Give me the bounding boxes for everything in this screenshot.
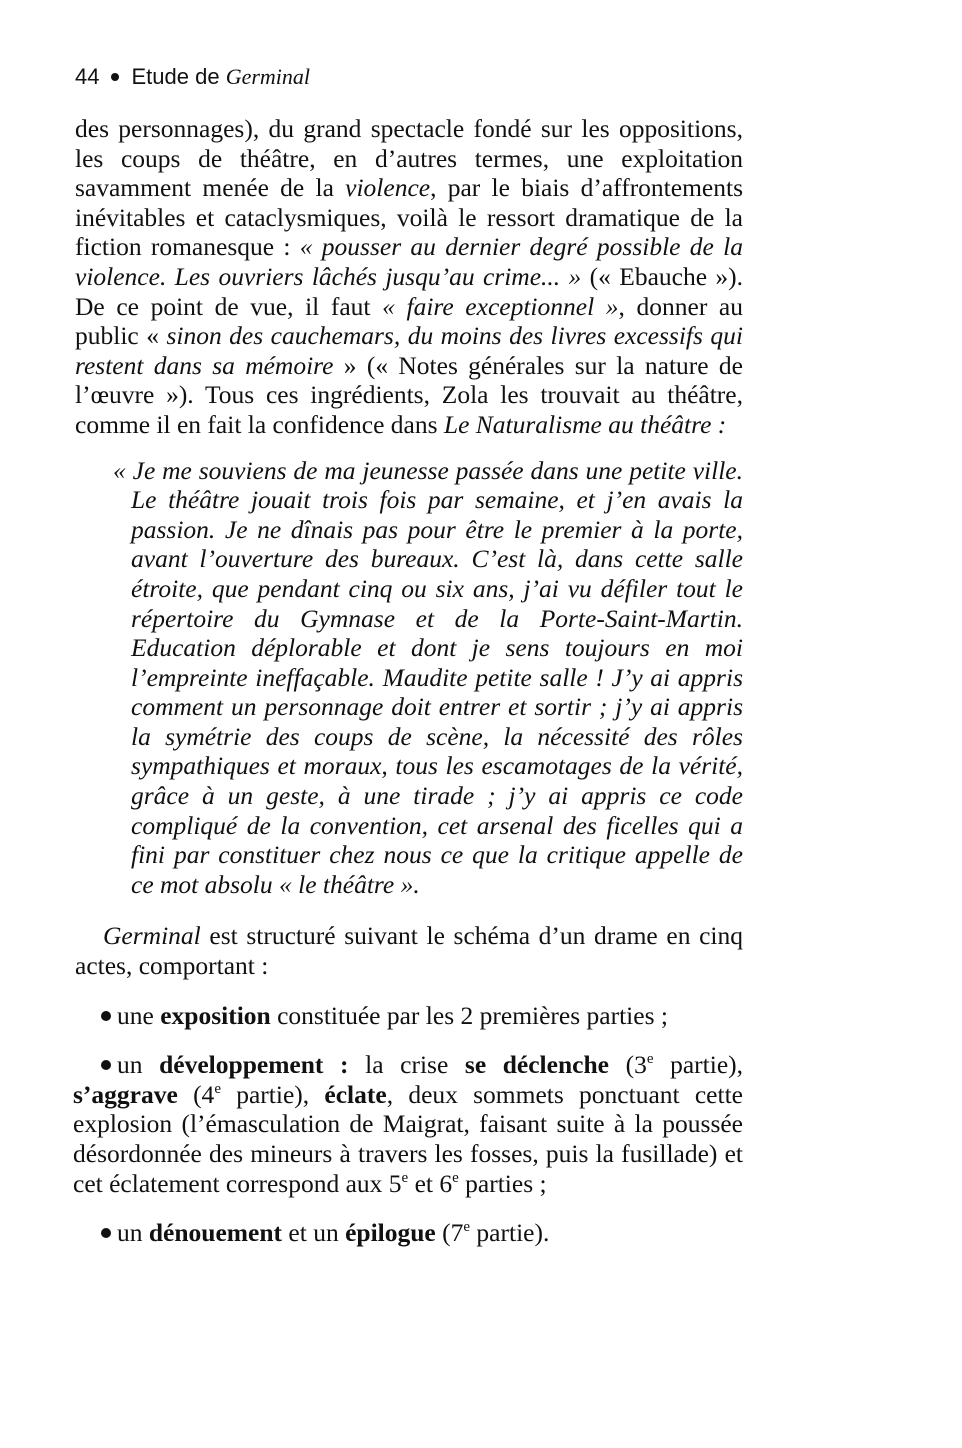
text-span: et 6 xyxy=(408,1168,453,1198)
text-span: est structuré suivant le schéma d’un drame en cinq actes, comportant : xyxy=(75,921,743,981)
text-span: (7 xyxy=(435,1218,464,1248)
text-span: (4 xyxy=(177,1079,215,1109)
bullet-item-exposition xyxy=(73,1001,743,1031)
paragraph-structure xyxy=(75,921,743,980)
text-span: la crise xyxy=(348,1050,465,1080)
bullet-icon xyxy=(101,1228,111,1238)
running-head xyxy=(75,62,743,92)
italic-book-title: Germinal xyxy=(103,921,201,951)
text-span: partie), xyxy=(220,1079,325,1109)
text-span: , donner au public « xyxy=(75,291,743,351)
text-span: , deux sommets ponctuant cette explosion (l’émasculation de Maigrat, faisant suite à la poussée désordonnée des mineurs à travers les fosses, puis la fusillade) et cet éclatement correspond aux 5 xyxy=(73,1079,743,1198)
text-span: constituée par les 2 premières parties ; xyxy=(270,1000,668,1030)
text-span: (« Ebauche »). De ce point de vue, il faut xyxy=(75,261,744,321)
text-span: des personnages), du grand spectacle fondé sur les oppositions, les coups de théâtre, en d’autres termes, une exploitation savamment menée de la xyxy=(75,114,743,203)
text-span: » (« Notes générales sur la nature de l’œuvre »). Tous ces ingrédients, Zola les trouvait au théâtre, comme il en fait la confidence dans xyxy=(75,350,743,439)
bold-term: épilogue xyxy=(345,1218,436,1248)
bold-term: éclate xyxy=(324,1079,387,1109)
italic-citation: « faire exceptionnel » xyxy=(382,291,619,321)
italic-citation: sinon des cauchemars, du moins des livres excessifs qui restent dans sa mémoire xyxy=(75,321,743,380)
text-span: un xyxy=(117,1050,160,1080)
bold-term: dénouement xyxy=(148,1218,283,1248)
page-number: 44 xyxy=(75,64,100,89)
bullet-icon xyxy=(101,1060,111,1070)
text-span: , par le biais d’affrontements inévitables et cataclysmiques, voilà le ressort dramatique de la fiction romanesque : xyxy=(75,173,743,262)
block-quote xyxy=(113,455,743,900)
superscript: e xyxy=(214,1080,221,1097)
book-page xyxy=(75,62,743,1248)
bold-term: exposition xyxy=(160,1000,271,1030)
italic-citation: « pousser au dernier degré possible de la violence. Les ouvriers lâchés jusqu’au crime... » xyxy=(75,232,743,291)
italic-term: violence xyxy=(345,173,431,203)
text-span: partie). xyxy=(470,1218,550,1248)
bold-term: développement : xyxy=(159,1050,349,1080)
running-head-prefix: Etude de xyxy=(131,64,220,89)
bullet-icon xyxy=(101,1011,111,1021)
text-span: une xyxy=(117,1000,161,1030)
bold-term: se déclenche xyxy=(464,1050,609,1080)
quote-text: Je me souviens de ma jeunesse passée dans une petite ville. Le théâtre jouait trois fois par semaine, et j’en avais la passion. Je ne dînais pas pour être le premier à la porte, avant l’ouverture des bureaux. C’est là, dans cette salle étroite, que pendant cinq ou six ans, j’ai vu défiler tout le répertoire du Gymnase et de la Porte-Saint-Martin. Education déplorable et dont je sens toujours en moi l’empreinte ineffaçable. Maudite petite salle ! J’y ai appris comment un personnage doit entrer et sortir ; j’y ai appris la symétrie des coups de scène, la nécessité des rôles sympathiques et moraux, tous les escamotages de la vérité, grâce à un geste, à une tirade ; j’y ai appris ce code compliqué de la convention, cet arsenal des ficelles qui a fini par constituer chez nous ce que la critique appelle de ce mot absolu « le théâtre ». xyxy=(131,455,743,899)
superscript: e xyxy=(463,1219,471,1236)
bullet-item-denouement xyxy=(73,1218,743,1248)
text-span: (3 xyxy=(608,1050,647,1080)
bold-term: s’aggrave xyxy=(73,1079,178,1109)
text-span: parties ; xyxy=(458,1168,547,1198)
paragraph-intro xyxy=(75,114,743,440)
italic-book-title: Le Naturalisme au théâtre : xyxy=(443,409,727,439)
running-head-book-title: Germinal xyxy=(225,64,311,89)
bullet-item-developpement xyxy=(73,1050,743,1198)
superscript: e xyxy=(452,1169,459,1186)
text-span: un xyxy=(117,1218,149,1248)
bullet-separator-icon xyxy=(111,73,119,81)
text-span: et un xyxy=(282,1218,346,1248)
superscript: e xyxy=(401,1169,409,1186)
text-span: partie), xyxy=(653,1050,744,1080)
superscript: e xyxy=(646,1051,654,1068)
quote-open-mark: « xyxy=(113,455,133,485)
